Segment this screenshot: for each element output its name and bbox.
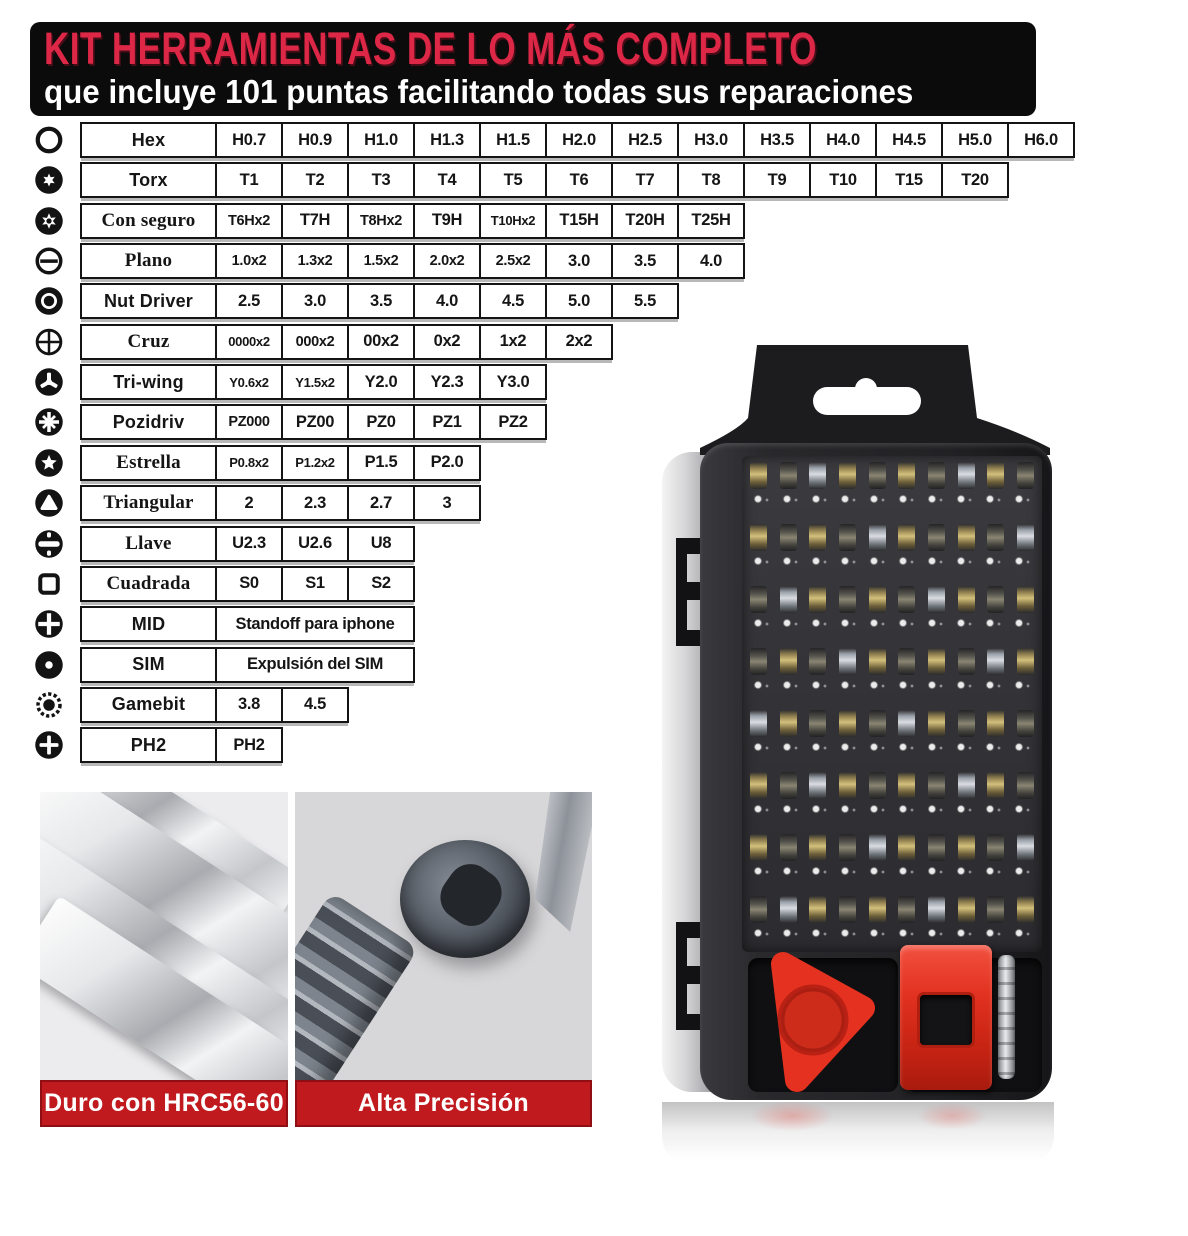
driver-bit (987, 586, 1004, 613)
value-cell: 3.5 (347, 283, 415, 319)
row-label: Estrella (80, 445, 217, 481)
bit-size-markings (752, 927, 1032, 940)
value-cell: T7H (281, 203, 349, 239)
driver-bit (958, 462, 975, 489)
driver-bit (750, 524, 767, 551)
torx-icon (34, 165, 64, 195)
hanger-tab (690, 340, 1060, 460)
row-label: SIM (80, 647, 217, 683)
value-cell: H2.5 (611, 122, 679, 158)
value-cell: H3.5 (743, 122, 811, 158)
driver-bit (928, 586, 945, 613)
value-cell: Y1.5x2 (281, 364, 349, 400)
value-cell: 4.0 (413, 283, 481, 319)
value-cell: T3 (347, 162, 415, 198)
value-cell: Standoff para iphone (215, 606, 415, 642)
value-cell: T9 (743, 162, 811, 198)
driver-bit (1017, 586, 1034, 613)
value-cell: H4.5 (875, 122, 943, 158)
value-cell: 3.8 (215, 687, 283, 723)
bit-row (742, 828, 1042, 890)
driver-bit (898, 896, 915, 923)
table-row-ph2 (80, 727, 283, 763)
driver-bit (958, 648, 975, 675)
driver-bit (869, 462, 886, 489)
driver-bit (869, 586, 886, 613)
value-cell: T10Hx2 (479, 203, 547, 239)
value-cell: PH2 (215, 727, 283, 763)
value-cell: T2 (281, 162, 349, 198)
value-cell: 00x2 (347, 324, 415, 360)
triangle-icon (34, 488, 64, 518)
driver-bit (869, 834, 886, 861)
driver-bit (928, 896, 945, 923)
tri-wing-icon (34, 367, 64, 397)
value-cell: T5 (479, 162, 547, 198)
driver-bit (809, 834, 826, 861)
bit-row (742, 518, 1042, 580)
driver-bit (750, 772, 767, 799)
value-cell: 3 (413, 485, 481, 521)
driver-bit (780, 772, 797, 799)
value-cell: S0 (215, 566, 283, 602)
magnetizer-hole (920, 995, 972, 1045)
value-cell: T8Hx2 (347, 203, 415, 239)
driver-bit (987, 834, 1004, 861)
value-cell: Y0.6x2 (215, 364, 283, 400)
bit-row (742, 580, 1042, 642)
driver-bit (898, 710, 915, 737)
bit-size-markings (752, 803, 1032, 816)
value-cell: H1.3 (413, 122, 481, 158)
page-subtitle: que incluye 101 puntas facilitando todas sus reparaciones (44, 73, 914, 110)
screw-shaft (295, 892, 419, 1080)
driver-bit (750, 586, 767, 613)
row-label: PH2 (80, 727, 217, 763)
page-title: KIT HERRAMIENTAS DE LO MÁS COMPLETO (44, 23, 817, 74)
driver-bit (1017, 896, 1034, 923)
row-label: Con seguro (80, 203, 217, 239)
screw-precision-photo (295, 792, 592, 1080)
table-row-cruz (80, 324, 613, 360)
value-cell: T9H (413, 203, 481, 239)
value-cell: 5.5 (611, 283, 679, 319)
value-cell: 1x2 (479, 324, 547, 360)
driver-bit (1017, 462, 1034, 489)
driver-bit (839, 648, 856, 675)
driver-bit (780, 586, 797, 613)
row-label: Pozidriv (80, 404, 217, 440)
value-cell: T6 (545, 162, 613, 198)
driver-bit (987, 896, 1004, 923)
value-cell: 1.5x2 (347, 243, 415, 279)
row-label: Gamebit (80, 687, 217, 723)
driver-bit (869, 710, 886, 737)
driver-bit (958, 710, 975, 737)
value-cell: PZ2 (479, 404, 547, 440)
driver-bit (987, 772, 1004, 799)
value-cell: 0x2 (413, 324, 481, 360)
bit-size-markings (752, 555, 1032, 568)
driver-bit (839, 834, 856, 861)
value-cell: H5.0 (941, 122, 1009, 158)
value-cell: 2.3 (281, 485, 349, 521)
row-label: Torx (80, 162, 217, 198)
driver-bit (869, 772, 886, 799)
bit-tray (742, 456, 1042, 952)
value-cell: T15H (545, 203, 613, 239)
value-cell: T15 (875, 162, 943, 198)
header-banner (30, 22, 1036, 116)
driver-bit (958, 524, 975, 551)
value-cell: U2.3 (215, 526, 283, 562)
steel-bars-photo (40, 792, 288, 1080)
value-cell: 0000x2 (215, 324, 283, 360)
value-cell: PZ1 (413, 404, 481, 440)
row-label: Llave (80, 526, 217, 562)
value-cell: P2.0 (413, 445, 481, 481)
driver-bit (780, 648, 797, 675)
table-row-gamebit (80, 687, 349, 723)
table-row-cuadrada (80, 566, 415, 602)
value-cell: P1.2x2 (281, 445, 349, 481)
bit-row (742, 456, 1042, 518)
driver-bit (750, 648, 767, 675)
driver-bit (809, 524, 826, 551)
driver-bit (750, 710, 767, 737)
driver-bit (869, 524, 886, 551)
table-row-pozidriv (80, 404, 547, 440)
table-row-torx (80, 162, 1009, 198)
u-type-icon (34, 529, 64, 559)
driver-bit (1017, 710, 1034, 737)
driver-bit (780, 834, 797, 861)
driver-bit (928, 462, 945, 489)
value-cell: H1.5 (479, 122, 547, 158)
driver-bit (809, 586, 826, 613)
driver-bit (898, 772, 915, 799)
driver-bit (750, 896, 767, 923)
driver-bit (839, 462, 856, 489)
driver-bit (780, 710, 797, 737)
driver-bit (1017, 772, 1034, 799)
value-cell: PZ000 (215, 404, 283, 440)
driver-bit (839, 524, 856, 551)
ph2-icon (34, 730, 64, 760)
row-label: Tri-wing (80, 364, 217, 400)
value-cell: T1 (215, 162, 283, 198)
value-cell: 2x2 (545, 324, 613, 360)
hex-socket-icon (34, 125, 64, 155)
driver-bit (780, 524, 797, 551)
value-cell: 2.0x2 (413, 243, 481, 279)
row-label: Triangular (80, 485, 217, 521)
table-row-triangular (80, 485, 481, 521)
sim-eject-icon (34, 650, 64, 680)
table-row-estrella (80, 445, 481, 481)
value-cell: T10 (809, 162, 877, 198)
value-cell: 2 (215, 485, 283, 521)
driver-bit (958, 834, 975, 861)
square-icon (34, 569, 64, 599)
value-cell: S2 (347, 566, 415, 602)
value-cell: T20H (611, 203, 679, 239)
value-cell: PZ00 (281, 404, 349, 440)
driver-bit (839, 896, 856, 923)
value-cell: 3.0 (545, 243, 613, 279)
driver-bit (898, 462, 915, 489)
driver-bit (780, 462, 797, 489)
driver-bit (987, 462, 1004, 489)
row-label: Hex (80, 122, 217, 158)
table-row-mid (80, 606, 415, 642)
bit-size-markings (752, 679, 1032, 692)
bit-size-markings (752, 493, 1032, 506)
value-cell: Expulsión del SIM (215, 647, 415, 683)
driver-bit (839, 772, 856, 799)
driver-bit (928, 524, 945, 551)
value-cell: 4.5 (479, 283, 547, 319)
value-cell: 5.0 (545, 283, 613, 319)
pozidriv-icon (34, 407, 64, 437)
driver-bit (928, 834, 945, 861)
table-row-llave (80, 526, 415, 562)
driver-bit (809, 648, 826, 675)
phillips-icon (34, 327, 64, 357)
driver-bit (780, 896, 797, 923)
value-cell: Y2.3 (413, 364, 481, 400)
driver-bit (958, 586, 975, 613)
gamebit-icon (34, 690, 64, 720)
value-cell: Y2.0 (347, 364, 415, 400)
driver-bit (750, 462, 767, 489)
row-label: Plano (80, 243, 217, 279)
value-cell: S1 (281, 566, 349, 602)
driver-bit (1017, 648, 1034, 675)
value-cell: 1.0x2 (215, 243, 283, 279)
value-cell: T20 (941, 162, 1009, 198)
value-cell: H0.7 (215, 122, 283, 158)
table-row-con-seguro (80, 203, 745, 239)
value-cell: 2.7 (347, 485, 415, 521)
driver-bit (898, 524, 915, 551)
value-cell: 2.5 (215, 283, 283, 319)
value-cell: H6.0 (1007, 122, 1075, 158)
value-cell: T7 (611, 162, 679, 198)
value-cell: P1.5 (347, 445, 415, 481)
value-cell: H2.0 (545, 122, 613, 158)
case-reflection (662, 1102, 1054, 1166)
value-cell: H1.0 (347, 122, 415, 158)
value-cell: H3.0 (677, 122, 745, 158)
value-cell: T25H (677, 203, 745, 239)
bit-row (742, 890, 1042, 952)
driver-bit (839, 710, 856, 737)
driver-bit (987, 648, 1004, 675)
value-cell: 1.3x2 (281, 243, 349, 279)
bit-size-markings (752, 741, 1032, 754)
driver-bit (987, 524, 1004, 551)
value-cell: T4 (413, 162, 481, 198)
value-cell: H4.0 (809, 122, 877, 158)
driver-bit (869, 648, 886, 675)
bit-row (742, 766, 1042, 828)
nut-driver-icon (34, 286, 64, 316)
bit-size-markings (752, 617, 1032, 630)
table-row-tri-wing (80, 364, 547, 400)
value-cell: U8 (347, 526, 415, 562)
driver-bit (869, 896, 886, 923)
driver-bit (809, 772, 826, 799)
value-cell: Y3.0 (479, 364, 547, 400)
driver-bit (1017, 834, 1034, 861)
value-cell: 3.5 (611, 243, 679, 279)
driver-bit (809, 710, 826, 737)
value-cell: 3.0 (281, 283, 349, 319)
value-cell: U2.6 (281, 526, 349, 562)
driver-bit (987, 710, 1004, 737)
driver-bit (898, 586, 915, 613)
driver-bit (750, 834, 767, 861)
bit-size-markings (752, 865, 1032, 878)
value-cell: P0.8x2 (215, 445, 283, 481)
driver-bit (928, 772, 945, 799)
table-row-nut-driver (80, 283, 679, 319)
opening-pick-tool (745, 948, 875, 1096)
driver-bit (839, 586, 856, 613)
driver-bit (809, 896, 826, 923)
value-cell: H0.9 (281, 122, 349, 158)
extension-bit-rod (998, 955, 1015, 1079)
value-cell: 000x2 (281, 324, 349, 360)
row-label: Nut Driver (80, 283, 217, 319)
slotted-icon (34, 246, 64, 276)
caption-hardness: Duro con HRC56-60 (40, 1080, 288, 1127)
security-torx-icon (34, 206, 64, 236)
row-label: MID (80, 606, 217, 642)
value-cell: T6Hx2 (215, 203, 283, 239)
bit-row (742, 642, 1042, 704)
driver-bit (928, 648, 945, 675)
driver-bit (928, 710, 945, 737)
caption-precision: Alta Precisión (295, 1080, 592, 1127)
bit-row (742, 704, 1042, 766)
value-cell: 4.0 (677, 243, 745, 279)
driver-bit (958, 772, 975, 799)
magnetizer-tool (900, 945, 992, 1090)
table-row-sim (80, 647, 415, 683)
row-label: Cuadrada (80, 566, 217, 602)
row-label: Cruz (80, 324, 217, 360)
table-row-hex (80, 122, 1075, 158)
driver-bit (898, 648, 915, 675)
value-cell: 2.5x2 (479, 243, 547, 279)
mid-cross-icon (34, 609, 64, 639)
table-row-plano (80, 243, 745, 279)
driver-bit (1017, 524, 1034, 551)
star-icon (34, 448, 64, 478)
driver-bit (898, 834, 915, 861)
value-cell: 4.5 (281, 687, 349, 723)
value-cell: T8 (677, 162, 745, 198)
driver-bit (958, 896, 975, 923)
driver-bit (809, 462, 826, 489)
value-cell: PZ0 (347, 404, 415, 440)
